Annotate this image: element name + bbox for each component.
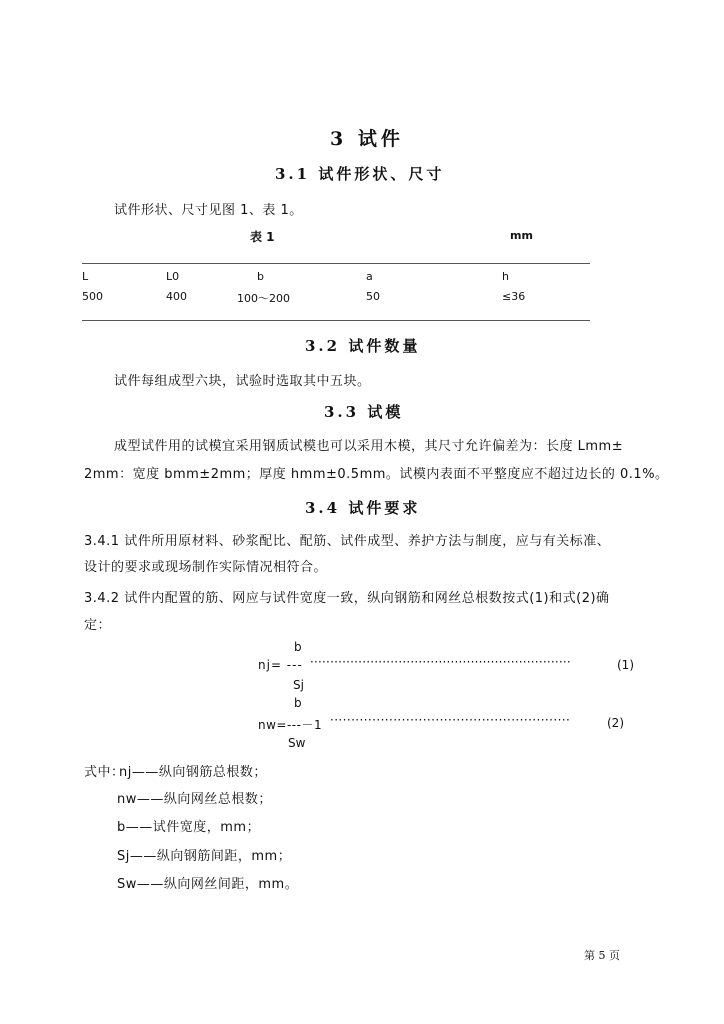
table-header-cell: L	[82, 270, 89, 283]
table-header-cell: b	[257, 270, 264, 283]
paragraph-3-4-2-line1: 3.4.2 试件内配置的筋、网应与试件宽度一致，纵向钢筋和网丝总根数按式(1)和式(2)确	[84, 591, 610, 606]
paragraph-3-1: 试件形状、尺寸见图 1、表 1。	[114, 203, 303, 218]
table-cell: ≤36	[502, 290, 526, 303]
table-header-cell: L0	[166, 270, 180, 283]
formula-numerator: b	[294, 696, 302, 710]
table-cell: 500	[82, 290, 103, 303]
formula-number: (2)	[607, 716, 624, 730]
definition-item: b——试件宽度，mm；	[117, 820, 261, 835]
definition-item: nj——纵向钢筋总根数；	[119, 765, 267, 780]
formula-lhs: nj= ---	[258, 658, 303, 672]
subsection-title-3-2: 3.2 试件数量	[305, 337, 421, 355]
paragraph-3-3-line2: 2mm：宽度 bmm±2mm；厚度 hmm±0.5mm。试模内表面不平整度应不超过边长的 0.1%。	[84, 467, 669, 482]
table-bottom-rule	[82, 320, 590, 321]
formula-leader: ·································································	[310, 655, 571, 669]
table-cell: 100～200	[237, 292, 290, 305]
paragraph-3-4-1-line1: 3.4.1 试件所用原材料、砂浆配比、配筋、试件成型、养护方法与制度，应与有关标准、	[84, 534, 611, 549]
table-caption: 表 1	[250, 230, 275, 244]
subsection-title-3-1: 3.1 试件形状、尺寸	[275, 165, 445, 183]
paragraph-3-2: 试件每组成型六块，试验时选取其中五块。	[114, 374, 371, 389]
table-header-cell: h	[502, 270, 509, 283]
table-cell: 50	[366, 290, 380, 303]
where-label: 式中：	[84, 765, 125, 780]
page-number: 第 5 页	[584, 949, 620, 962]
table-header-cell: a	[366, 270, 373, 283]
definition-item: Sw——纵向网丝间距，mm。	[117, 877, 299, 892]
definition-item: nw——纵向网丝总根数；	[117, 792, 272, 807]
formula-number: (1)	[617, 658, 634, 672]
section-title: 3 试件	[330, 128, 404, 150]
formula-numerator: b	[294, 640, 302, 654]
formula-leader: ·························································	[330, 713, 571, 727]
formula-denominator: Sw	[288, 736, 306, 750]
paragraph-3-3-line1: 成型试件用的试模宜采用钢质试模也可以采用木模，其尺寸允许偏差为：长度 Lmm±	[114, 439, 624, 454]
formula-denominator: Sj	[293, 678, 304, 692]
table-cell: 400	[166, 290, 187, 303]
formula-lhs: nw=---－1	[258, 718, 323, 732]
definition-item: Sj——纵向钢筋间距，mm；	[117, 849, 292, 864]
subsection-title-3-3: 3.3 试模	[324, 403, 404, 421]
table-unit: mm	[510, 229, 533, 242]
paragraph-3-4-1-line2: 设计的要求或现场制作实际情况相符合。	[84, 560, 328, 575]
paragraph-3-4-2-line2: 定：	[84, 618, 112, 633]
subsection-title-3-4: 3.4 试件要求	[305, 499, 421, 517]
table-top-rule	[82, 263, 590, 264]
